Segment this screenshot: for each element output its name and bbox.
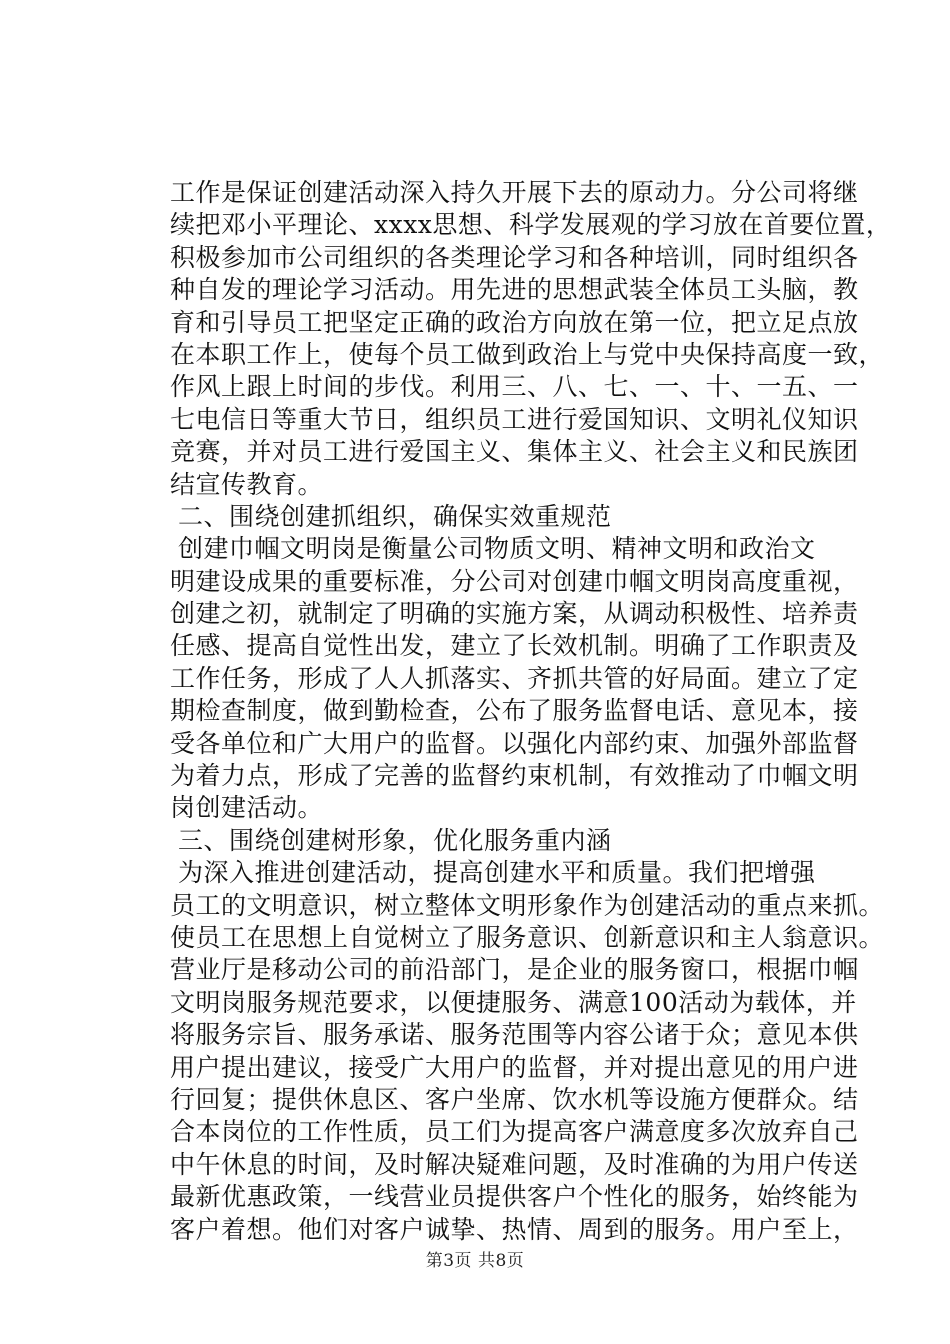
- text-line: 明建设成果的重要标准，分公司对创建巾帼文明岗高度重视，: [170, 566, 859, 596]
- text-line: 最新优惠政策，一线营业员提供客户个性化的服务，始终能为: [170, 1182, 859, 1212]
- text-line: 受各单位和广大用户的监督。以强化内部约束、加强外部监督: [170, 728, 859, 758]
- text-line: 在本职工作上，使每个员工做到政治上与党中央保持高度一致，: [170, 339, 885, 369]
- section-heading: 二、围绕创建抓组织，确保实效重规范: [178, 501, 612, 531]
- text-line: 工作是保证创建活动深入持久开展下去的原动力。分公司将继: [170, 178, 859, 207]
- text-line: 将服务宗旨、服务承诺、服务范围等内容公诸于众；意见本供: [170, 1020, 859, 1050]
- page-number-footer: 第3页 共8页: [425, 1251, 525, 1271]
- text-line: 育和引导员工把坚定正确的政治方向放在第一位，把立足点放: [170, 307, 859, 337]
- text-line: 用户提出建议，接受广大用户的监督，并对提出意见的用户进: [170, 1052, 859, 1082]
- text-line: 行回复；提供休息区、客户坐席、饮水机等设施方便群众。结: [170, 1084, 859, 1114]
- text-line: 岗创建活动。: [170, 793, 324, 823]
- text-line: 员工的文明意识，树立整体文明形象作为创建活动的重点来抓。: [170, 890, 885, 920]
- text-line: 任感、提高自觉性出发，建立了长效机制。明确了工作职责及: [170, 631, 859, 661]
- text-line: 中午休息的时间，及时解决疑难问题，及时准确的为用户传送: [170, 1149, 859, 1179]
- section-heading: 三、围绕创建树形象，优化服务重内涵: [178, 825, 612, 855]
- text-line: 客户着想。他们对客户诚挚、热情、周到的服务。用户至上，: [170, 1214, 859, 1244]
- document-body: [170, 177, 892, 1246]
- text-line: 使员工在思想上自觉树立了服务意识、创新意识和主人翁意识。: [170, 922, 885, 952]
- text-line: 续把邓小平理论、xxxx思想、科学发展观的学习放在首要位置，: [170, 210, 892, 240]
- text-line: 七电信日等重大节日，组织员工进行爱国知识、文明礼仪知识: [170, 404, 859, 434]
- text-line: 合本岗位的工作性质，员工们为提高客户满意度多次放弃自己: [170, 1117, 859, 1147]
- text-line: 作风上跟上时间的步伐。利用三、八、七、一、十、一五、一: [170, 372, 859, 402]
- text-line: 积极参加市公司组织的各类理论学习和各种培训，同时组织各: [170, 242, 859, 272]
- text-line: 期检查制度，做到勤检查，公布了服务监督电话、意见本，接: [170, 696, 859, 726]
- text-line: 结宣传教育。: [170, 469, 324, 499]
- text-line: 文明岗服务规范要求，以便捷服务、满意100活动为载体，并: [170, 987, 857, 1017]
- text-line: 工作任务，形成了人人抓落实、齐抓共管的好局面。建立了定: [170, 663, 859, 693]
- text-line: 为着力点，形成了完善的监督约束机制，有效推动了巾帼文明: [170, 761, 859, 791]
- text-line: 竞赛，并对员工进行爱国主义、集体主义、社会主义和民族团: [170, 437, 859, 467]
- text-line: 创建之初，就制定了明确的实施方案，从调动积极性、培养责: [170, 599, 859, 629]
- text-line: 种自发的理论学习活动。用先进的思想武装全体员工头脑，教: [170, 275, 859, 305]
- paragraph-first-line: 创建巾帼文明岗是衡量公司物质文明、精神文明和政治文: [178, 534, 816, 564]
- paragraph-first-line: 为深入推进创建活动，提高创建水平和质量。我们把增强: [178, 858, 816, 888]
- text-line: 营业厅是移动公司的前沿部门，是企业的服务窗口，根据巾帼: [170, 955, 859, 985]
